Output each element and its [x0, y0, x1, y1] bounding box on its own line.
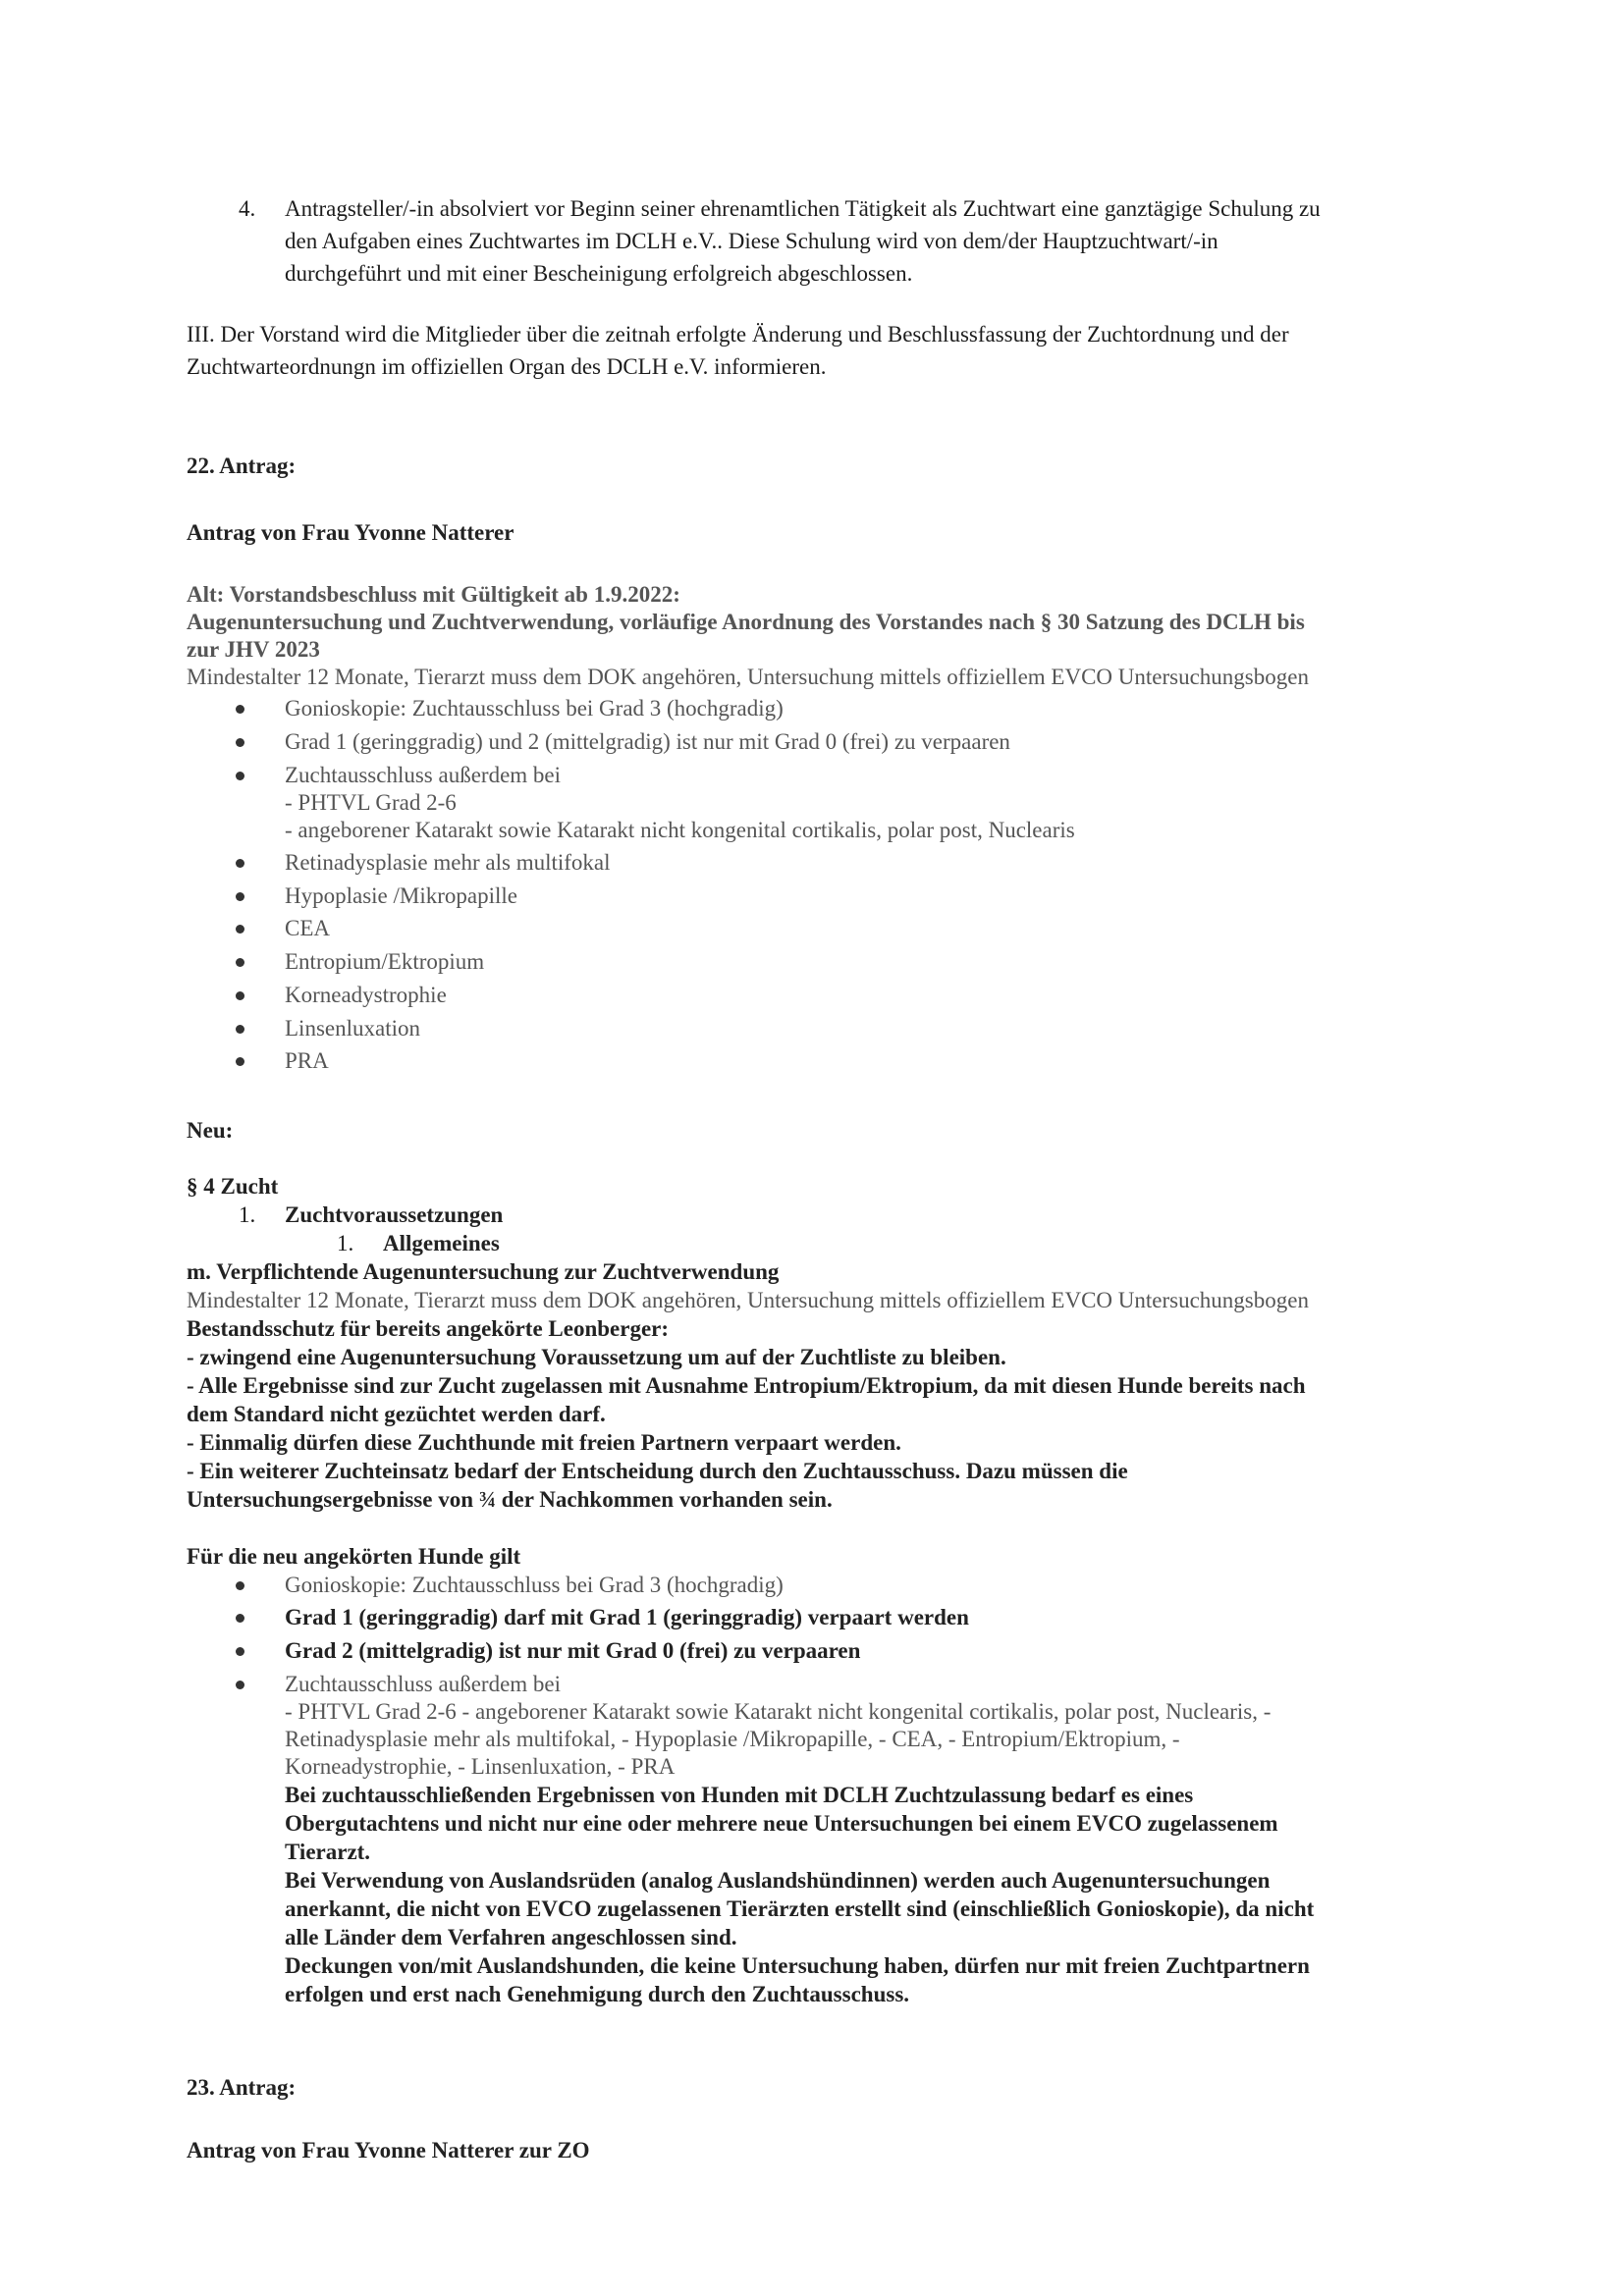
bestandsschutz-line: - Alle Ergebnisse sind zur Zucht zugelassen mit Ausnahme Entropium/Ektropium, da mit diesen Hunde bereits nach — [187, 1373, 1306, 1398]
list-number: 1. — [239, 1202, 256, 1227]
paragraph-line: Antragsteller/-in absolviert vor Beginn seiner ehrenamtlichen Tätigkeit als Zuchtwart eine ganztägige Schulung zu — [285, 196, 1321, 221]
list-item-continuation: Deckungen von/mit Auslandshunden, die keine Untersuchung haben, dürfen nur mit freien Zuchtpartnern — [285, 1953, 1310, 1978]
list-item-continuation: Bei zuchtausschließenden Ergebnissen von Hunden mit DCLH Zuchtzulassung bedarf es eines — [285, 1783, 1194, 1807]
bullet-icon — [236, 1025, 244, 1034]
bullet-icon — [236, 925, 244, 934]
list-item-continuation: erfolgen und erst nach Genehmigung durch den Zuchtausschuss. — [285, 1982, 910, 2006]
bullet-icon — [236, 958, 244, 967]
list-item: Gonioskopie: Zuchtausschluss bei Grad 3 (hochgradig) — [285, 696, 784, 721]
list-item-continuation: - PHTVL Grad 2-6 - angeborener Katarakt sowie Katarakt nicht kongenital cortikalis, polar post, Nuclearis, - — [285, 1699, 1272, 1724]
bullet-icon — [236, 1681, 244, 1689]
list-item: Grad 2 (mittelgradig) ist nur mit Grad 0 (frei) zu verpaaren — [285, 1638, 861, 1663]
alt-title: zur JHV 2023 — [187, 637, 320, 662]
list-item: Grad 1 (geringgradig) darf mit Grad 1 (geringgradig) verpaart werden — [285, 1605, 969, 1629]
section-subheading: Antrag von Frau Yvonne Natterer zur ZO — [187, 2138, 590, 2163]
list-item: Retinadysplasie mehr als multifokal — [285, 850, 611, 875]
bullet-icon — [236, 1614, 244, 1623]
list-item: Linsenluxation — [285, 1016, 420, 1041]
bullet-icon — [236, 859, 244, 868]
list-number: 1. — [337, 1231, 354, 1255]
alt-title: Alt: Vorstandsbeschluss mit Gültigkeit ab 1.9.2022: — [187, 582, 680, 607]
list-item-continuation: Retinadysplasie mehr als multifokal, - Hypoplasie /Mikropapille, - CEA, - Entropium/Ektropium, - — [285, 1727, 1180, 1751]
paragraph-line: durchgeführt und mit einer Bescheinigung erfolgreich abgeschlossen. — [285, 261, 913, 286]
list-item: PRA — [285, 1048, 329, 1073]
list-item: Gonioskopie: Zuchtausschluss bei Grad 3 (hochgradig) — [285, 1573, 784, 1597]
section-heading: 23. Antrag: — [187, 2075, 297, 2100]
list-heading: Zuchtvoraussetzungen — [285, 1202, 504, 1227]
list-item-continuation: - angeborener Katarakt sowie Katarakt nicht kongenital cortikalis, polar post, Nuclearis — [285, 818, 1075, 842]
section-heading: 22. Antrag: — [187, 454, 297, 478]
alt-title: Augenuntersuchung und Zuchtverwendung, vorläufige Anordnung des Vorstandes nach § 30 Satzung des DCLH bis — [187, 610, 1305, 634]
bestandsschutz-line: Untersuchungsergebnisse von ¾ der Nachkommen vorhanden sein. — [187, 1487, 833, 1512]
bullet-icon — [236, 1581, 244, 1590]
list-item-continuation: Obergutachtens und nicht nur eine oder mehrere neue Untersuchungen bei einem EVCO zugelassenem — [285, 1811, 1278, 1836]
list-number: 4. — [239, 196, 256, 221]
paragraph-line: Zuchtwarteordnungn im offiziellen Organ des DCLH e.V. informieren. — [187, 354, 827, 379]
alt-intro: Mindestalter 12 Monate, Tierarzt muss dem DOK angehören, Untersuchung mittels offiziellem EVCO Untersuchungsbogen — [187, 665, 1309, 689]
list-item: Korneadystrophie — [285, 983, 447, 1007]
list-item-continuation: Bei Verwendung von Auslandsrüden (analog Auslandshündinnen) werden auch Augenuntersuchungen — [285, 1868, 1271, 1893]
list-item: Hypoplasie /Mikropapille — [285, 883, 517, 908]
bullet-icon — [236, 1647, 244, 1656]
paragraph-line: III. Der Vorstand wird die Mitglieder über die zeitnah erfolgte Änderung und Beschlussfassung der Zuchtordnung und der — [187, 322, 1289, 347]
bestandsschutz-line: - Ein weiterer Zuchteinsatz bedarf der Entscheidung durch den Zuchtausschuss. Dazu müssen die — [187, 1459, 1128, 1483]
m-intro: Mindestalter 12 Monate, Tierarzt muss dem DOK angehören, Untersuchung mittels offiziellem EVCO Untersuchungsbogen — [187, 1288, 1309, 1312]
list-item: Entropium/Ektropium — [285, 949, 485, 974]
bullet-icon — [236, 772, 244, 780]
neu-hunde-heading: Für die neu angekörten Hunde gilt — [187, 1544, 521, 1569]
bullet-icon — [236, 705, 244, 714]
list-item-continuation: anerkannt, die nicht von EVCO zugelassenen Tierärzten erstellt sind (einschließlich Gonioskopie), da nicht — [285, 1896, 1315, 1921]
bestandsschutz-line: dem Standard nicht gezüchtet werden darf. — [187, 1402, 606, 1426]
m-title: m. Verpflichtende Augenuntersuchung zur Zuchtverwendung — [187, 1259, 780, 1284]
bullet-icon — [236, 738, 244, 747]
list-item-continuation: Tierarzt. — [285, 1840, 371, 1864]
paragraph-line: den Aufgaben eines Zuchtwartes im DCLH e.V.. Diese Schulung wird von dem/der Hauptzuchtwart/-in — [285, 229, 1218, 253]
list-item: Zuchtausschluss außerdem bei — [285, 763, 562, 787]
list-subheading: Allgemeines — [383, 1231, 500, 1255]
bullet-icon — [236, 1057, 244, 1066]
list-item: CEA — [285, 916, 330, 940]
section-subheading: Antrag von Frau Yvonne Natterer — [187, 520, 514, 545]
neu-label: Neu: — [187, 1118, 234, 1143]
bestandsschutz-line: - Einmalig dürfen diese Zuchthunde mit freien Partnern verpaart werden. — [187, 1430, 901, 1455]
paragraph-heading: § 4 Zucht — [187, 1174, 279, 1199]
bullet-icon — [236, 991, 244, 1000]
list-item-continuation: - PHTVL Grad 2-6 — [285, 790, 457, 815]
bullet-icon — [236, 892, 244, 901]
bestandsschutz-line: - zwingend eine Augenuntersuchung Voraussetzung um auf der Zuchtliste zu bleiben. — [187, 1345, 1006, 1369]
list-item-continuation: alle Länder dem Verfahren angeschlossen sind. — [285, 1925, 737, 1949]
list-item: Grad 1 (geringgradig) und 2 (mittelgradig) ist nur mit Grad 0 (frei) zu verpaaren — [285, 729, 1010, 754]
list-item: Zuchtausschluss außerdem bei — [285, 1672, 562, 1696]
list-item-continuation: Korneadystrophie, - Linsenluxation, - PRA — [285, 1754, 676, 1779]
bestandsschutz-line: Bestandsschutz für bereits angekörte Leonberger: — [187, 1316, 670, 1341]
